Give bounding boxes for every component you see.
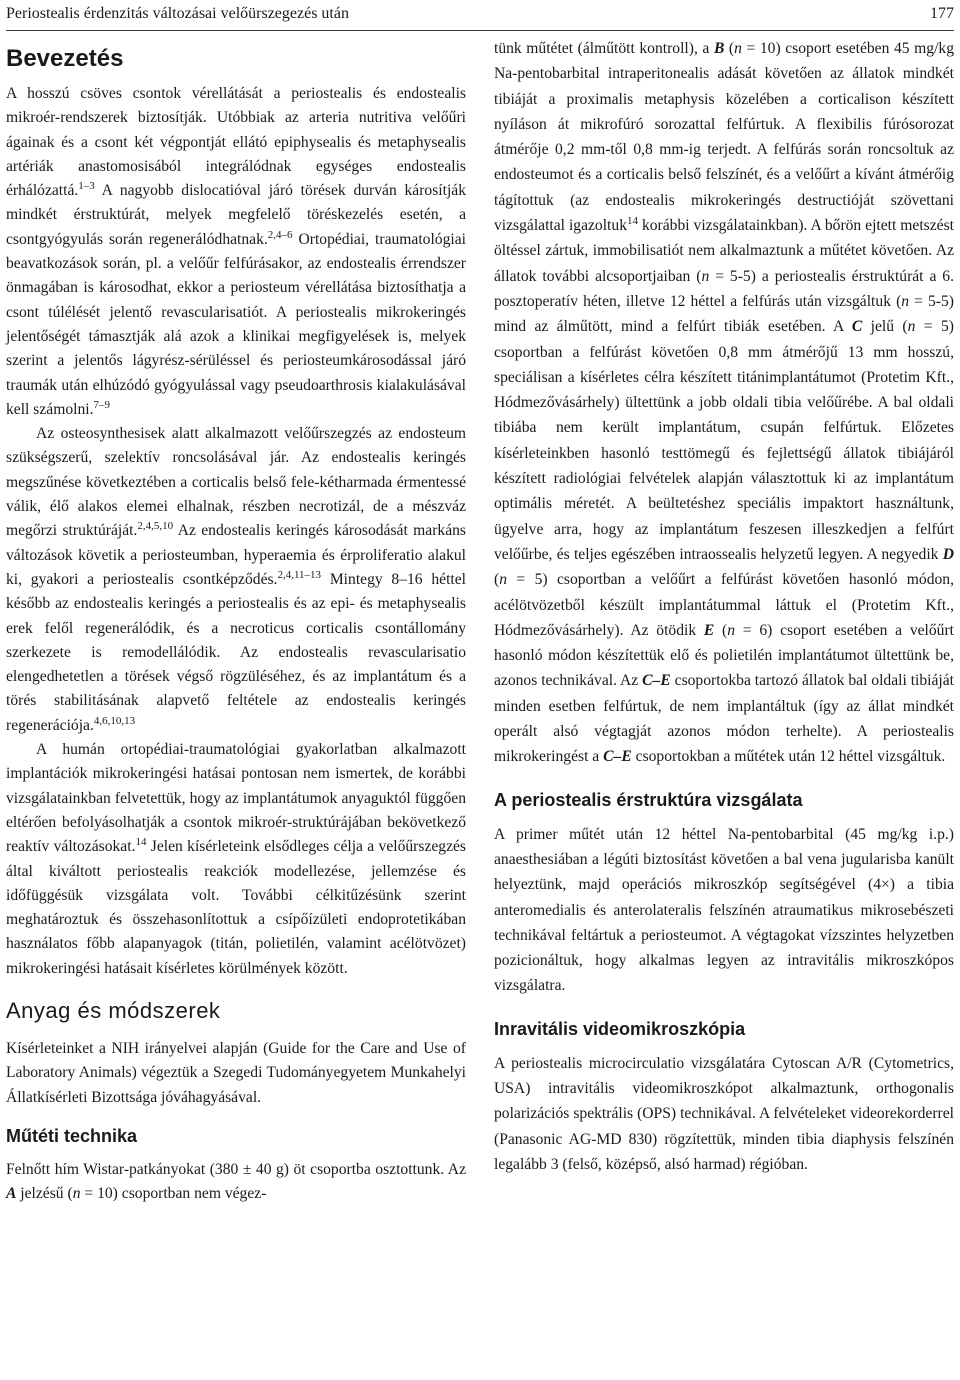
citation: 2,4,11–13 bbox=[277, 568, 322, 581]
intro-paragraph-2 bbox=[6, 422, 466, 738]
text-run: = 6) csoport esetében a velőűrt hasonló módon készítettük elő és polietilén implantátumot ültettünk be, azonos technikával. Az bbox=[494, 621, 954, 690]
citation: 7–9 bbox=[93, 398, 110, 411]
surgery-heading: Műtéti technika bbox=[6, 1125, 138, 1146]
group-label: D bbox=[942, 545, 954, 563]
intro-heading: Bevezetés bbox=[6, 45, 124, 72]
text-run: = 10) csoportban nem végez- bbox=[80, 1185, 267, 1203]
surgery-paragraph-continued bbox=[494, 36, 954, 770]
left-column bbox=[6, 36, 466, 1206]
structure-paragraph: A primer műtét után 12 héttel Na-pentobarbital (45 mg/kg i.p.) anaesthesiában a légúti biztosítást követően a bal vena jugularisba kanült helyeztünk, majd operációs mikroszkóp segítségével (4×) a tibia anteromedialis és anterolateralis felszínén atraumatikus mikrosebészeti technikával feltártuk a periosteumot. A végtagokat vízszintes helyzetben pozicionáltuk, hogy alkalmas legyen az intravitális mikroszkópos vizsgálatra. bbox=[494, 825, 954, 995]
text-run: ( bbox=[494, 571, 500, 589]
video-heading: Inravitális videomikroszkópia bbox=[494, 1018, 746, 1039]
citation: 14 bbox=[135, 836, 147, 849]
running-title: Periostealis érdenzitás változásai velőürszegezés után bbox=[6, 5, 349, 22]
group-label: C–E bbox=[642, 672, 671, 690]
text-run: korábbi vizsgálatainkban). A bőrön ejtett metszést öltéssel zártuk, immobilisatiót nem alkalmaztunk a műtétet követően. Az állatok további alcsoportjaiban ( bbox=[494, 217, 954, 285]
text-run: jelzésű ( bbox=[16, 1185, 73, 1203]
text-run: = 5) csoportban a velőűrt a felfúrást követően hasonló módon, acélötvözetből készült implantátummal láttuk el (Protetim Kft., Hódmezővásárhely). Az ötödik bbox=[494, 571, 954, 639]
group-label: C–E bbox=[603, 748, 632, 766]
sample-size-symbol: n bbox=[499, 571, 507, 589]
surgery-paragraph bbox=[6, 1158, 466, 1207]
sample-size-symbol: n bbox=[72, 1185, 81, 1203]
citation: 14 bbox=[627, 215, 638, 228]
text-run: A humán ortopédiai-traumatológiai gyakorlatban alkalmazott implantációk mikrokeringési hatásai pontosan nem ismertek, de korábbi vizsgálatainkban felvetettük, hogy az implantátumok anyaguktól függően eltérően befolyásolhatják a csontok mikroér-struktúrájában bekövetkező reaktív változásokat. bbox=[6, 741, 466, 856]
citation: 2,4,5,10 bbox=[137, 520, 174, 533]
group-label: B bbox=[713, 40, 725, 57]
text-run: = 5) csoportban a felfúrást követően 0,8 mm átmérőjű 13 mm hosszú, speciálisan a kísérletes célra készített titánimplantátumot (Protetim Kft., Hódmezővásárhely) ültettünk a jobb oldali tibia velőűrébe. A bal oldali tibiába nem került implantátum, csupán felfúrtuk. Előzetes kísérleteinkben hasonló testtömegű és fejlettségű állatok tibiájáról készített radiológiai felvételek alapján választottuk ki az implantátum optimális méretét. A beültetéshez speciális impaktort használtunk, ügyelve arra, hogy az implantátum feszesen illeszkedjen a felfúrt velőűrbe, és teljes egészében intraossealis helyzetű legyen. A negyedik bbox=[494, 318, 954, 563]
citation: 2,4–6 bbox=[267, 228, 293, 241]
methods-heading: Anyag és módszerek bbox=[6, 997, 221, 1023]
text-run: Mintegy 8–16 héttel később az endostealis keringés a periostealis és az epi- és metaphysealis erek felől regenerálódik, és a necroticus corticalis csontállomány szerkezete is remodellálódik. Az endostealis revascularisatio elengedhetetlen a törések végső rögzüléséhez, és az implantátum és a törés stabilitásának alapvető feltétele az endostealis keringés regenerációja. bbox=[6, 570, 466, 734]
sample-size-symbol: n bbox=[901, 292, 910, 310]
group-label: C bbox=[851, 318, 863, 336]
page-number: 177 bbox=[930, 5, 954, 22]
running-header bbox=[6, 2, 954, 31]
sample-size-symbol: n bbox=[907, 318, 916, 336]
sample-size-symbol: n bbox=[734, 40, 742, 57]
text-run: jelű ( bbox=[862, 318, 908, 336]
text-run: Felnőtt hím Wistar-patkányokat (380 ± 40 g) öt csoportba osztottunk. Az bbox=[6, 1160, 466, 1178]
text-run: csoportokban a műtétek után 12 héttel vizsgáltuk. bbox=[631, 748, 946, 766]
text-run: A hosszú csöves csontok vérellátását a periostealis és endostealis mikroér-rendszerek biztosítják. Utóbbiak az arteria nutritiva velőűri ágainak és a csont két végpontját ellátó epiphysealis és metaphysealis artériák anastomosisából integrálódnak egységes endostealis érhálózattá. bbox=[6, 85, 466, 200]
group-label: E bbox=[703, 621, 715, 639]
text-run: Az osteosynthesisek alatt alkalmazott velőűrszegzés az endosteum szükségszerű, szelektív roncsolásával jár. Az endostealis keringés megszűnése következtében a corticalis belső fele-kétharmada érmentessé válik, élő alakos elemei elhalnak, részben necrotizál, de a mészváz megőrzi struktúráját. bbox=[6, 425, 466, 540]
text-run: Az endostealis keringés károsodását markáns változások követik a periosteumban, hyperaemia és érproliferatio alakul ki, gyakori a periostealis csontképződés. bbox=[6, 522, 467, 588]
text-run: ( bbox=[724, 40, 735, 57]
citation: 4,6,10,13 bbox=[93, 714, 136, 727]
text-run: A nagyobb dislocatióval járó törések durván károsítják mindkét érstruktúrát, melyek megfelelő töréskezelés esetén, a csontgyógyulás során regenerálódhatnak. bbox=[6, 182, 466, 248]
text-run: = 10) csoport esetében 45 mg/kg Na-pentobarbital intraperitonealis adását követően az állatok mindkét tibiáját a proximalis metaphysis közelében a corticalison készített nyíláson át mikrofúró sorozattal felfúrtuk. A flexibilis fúrósorozat átmérője 0,2 mm-től 0,8 mm-ig terjedt. A felfúrás során roncsoltuk az endosteumot és a corticalis belső felszínét, és a velőűrt a kívánt átmérőig tágítottuk (az endostealis mikrokeringés destructióját szövettani vizsgálattal igazoltuk bbox=[494, 40, 954, 235]
text-run: = 5-5) mind az álműtött, mind a felfúrt tibiák esetében. A bbox=[494, 292, 954, 336]
text-run: Jelen kísérleteink elsődleges célja a velőűrszegzés által kiváltott periostealis reakciók modellezése, jellemzése és időfüggésük vizsgálata volt. További célkitűzésünk szerint meghatároztuk és összehasonlítottuk a csípőízületi endoprotetikában használatos főbb alapanyagok (titán, polietilén, valamint acélötvözet) mikrokeringési hatásait kísérletes körülmények között. bbox=[6, 838, 466, 977]
intro-paragraph-3 bbox=[6, 738, 466, 981]
text-run: = 5-5) a periostealis érstruktúrát a 6. posztoperatív héten, illetve 12 héttel a felfúrás után vizsgáltuk ( bbox=[494, 267, 955, 310]
sample-size-symbol: n bbox=[701, 267, 710, 285]
group-label: A bbox=[6, 1185, 17, 1203]
text-run: ( bbox=[714, 621, 728, 639]
text-run: tünk műtétet (álműtött kontroll), a bbox=[494, 40, 714, 57]
video-paragraph: A periostealis microcirculatio vizsgálatára Cytoscan A/R (Cytometrics, USA) intravitális videomikroszkópot alkalmaztunk, orthogonalis polarizációs spektrális (OPS) technikával. A felvételeket videorekorderrel (Panasonic AG-MD 830) rögzítettük, minden tibia diaphysis felszínén legalább 3 (felső, középső, alsó harmad) régióban. bbox=[494, 1054, 954, 1173]
methods-paragraph: Kísérleteinket a NIH irányelvei alapján (Guide for the Care and Use of Laboratory Animals) végeztük a Szegedi Tudományegyetem Munkahelyi Állatkísérleti Bizottsága jóváhagyásával. bbox=[6, 1039, 466, 1106]
text-run: Ortopédiai, traumatológiai beavatkozások során, pl. a velőűr felfúrásakor, az endostealis érrendszer önmagában is károsodhat, ekkor a periosteum vérellátása biztosíthatja a csont túlélését jelentő revascularisatiót. A periostealis mikrokeringés jelentőségét támasztják alá azok a klinikai megfigyelések is, melyek szerint a jelentős lágyrész-sérüléssel és periosteumkárosodással járó traumák után elhúzódó gyógyulással vagy pseudoarthrosis kialakulásával kell számolni. bbox=[6, 230, 466, 418]
right-column bbox=[494, 36, 954, 1177]
intro-paragraph-1 bbox=[6, 82, 466, 422]
sample-size-symbol: n bbox=[727, 621, 736, 639]
citation: 1–3 bbox=[78, 180, 95, 193]
text-run: csoportokba tartozó állatok bal oldali tibiáját minden esetben felfúrtuk, de nem implantáltuk (így az állat mindkét operált alsó végtagját azonos módon terhelte). A periostealis mikrokeringést a bbox=[494, 672, 954, 766]
structure-heading: A periostealis érstruktúra vizsgálata bbox=[494, 789, 803, 810]
